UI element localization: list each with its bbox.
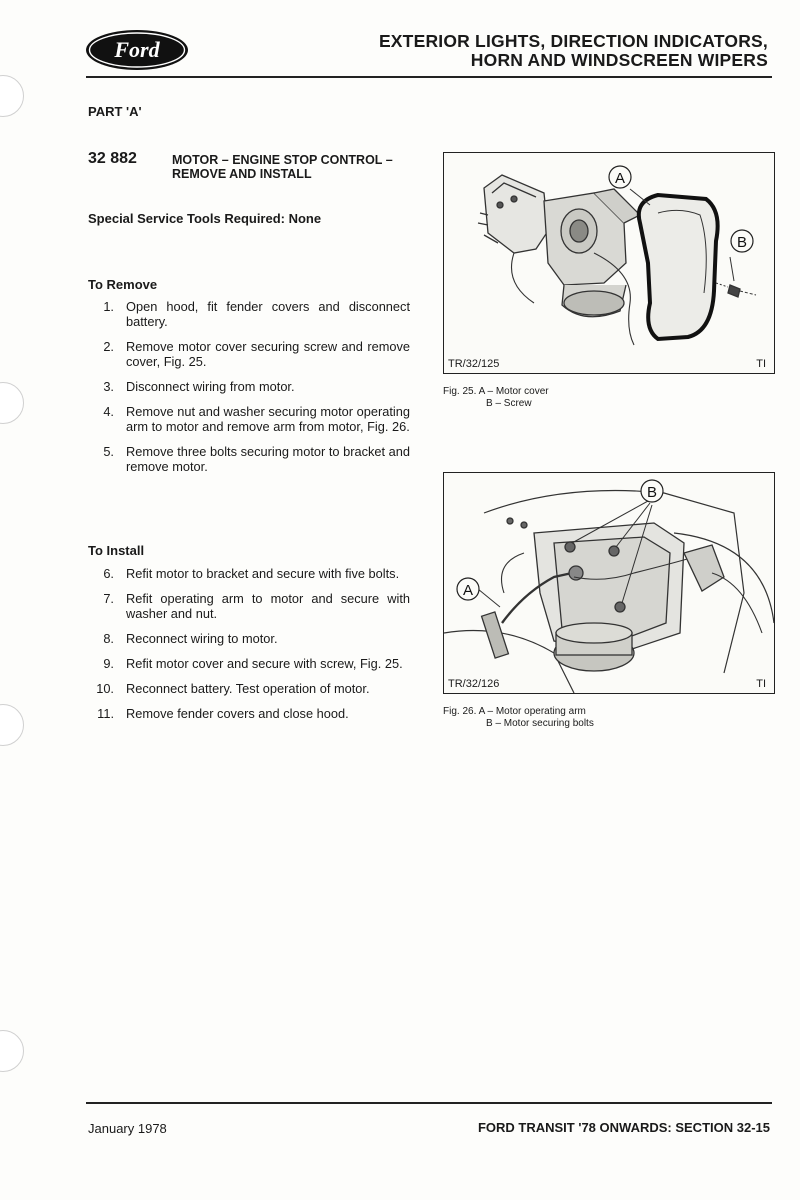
part-label: PART 'A' bbox=[88, 104, 142, 119]
list-item bbox=[88, 591, 410, 621]
step-text: Remove three bolts securing motor to bracket and remove motor. bbox=[126, 444, 410, 474]
step-text: Remove fender covers and close hood. bbox=[126, 706, 349, 721]
figure-26-callout-a: A bbox=[462, 582, 474, 599]
list-item bbox=[88, 299, 410, 329]
figure-25-illustration bbox=[444, 153, 774, 373]
page-header-title bbox=[379, 32, 768, 70]
footer-date: January 1978 bbox=[88, 1121, 167, 1136]
step-text: Refit motor cover and secure with screw, Fig. 25. bbox=[126, 656, 403, 671]
list-item bbox=[88, 631, 410, 646]
step-text: Reconnect battery. Test operation of motor. bbox=[126, 681, 370, 696]
figure-25-caption bbox=[443, 386, 549, 410]
step-text: Refit motor to bracket and secure with five bolts. bbox=[126, 566, 400, 581]
special-tools-note: Special Service Tools Required: None bbox=[88, 211, 322, 226]
figure-25-caption-b: B – Screw bbox=[486, 398, 532, 409]
punch-hole bbox=[0, 382, 24, 424]
list-item bbox=[88, 404, 410, 434]
ford-logo bbox=[84, 28, 190, 72]
list-item bbox=[88, 566, 410, 581]
figure-25-mark: TI bbox=[756, 358, 766, 370]
figure-26-reference: TR/32/126 bbox=[448, 678, 500, 690]
step-number: 8. bbox=[103, 631, 114, 646]
punch-hole bbox=[0, 75, 24, 117]
section-number: 32 882 bbox=[88, 150, 137, 167]
show-through-text bbox=[440, 97, 443, 109]
figure-26-caption-b: B – Motor securing bolts bbox=[486, 718, 594, 729]
list-item bbox=[88, 706, 410, 721]
figure-25-callout-b: B bbox=[736, 234, 748, 251]
step-number: 10. bbox=[96, 681, 114, 696]
figure-25-callout-a: A bbox=[614, 170, 626, 187]
remove-steps-list bbox=[88, 299, 410, 484]
list-item bbox=[88, 444, 410, 474]
step-number: 6. bbox=[103, 566, 114, 581]
list-item bbox=[88, 681, 410, 696]
step-number: 3. bbox=[103, 379, 114, 394]
figure-25 bbox=[443, 152, 775, 374]
step-text: Refit operating arm to motor and secure with washer and nut. bbox=[126, 591, 410, 621]
step-text: Reconnect wiring to motor. bbox=[126, 631, 278, 646]
figure-26-callout-b: B bbox=[646, 484, 658, 501]
figure-25-caption-a: Fig. 25. A – Motor cover bbox=[443, 386, 549, 397]
list-item bbox=[88, 379, 410, 394]
step-number: 5. bbox=[103, 444, 114, 459]
step-number: 2. bbox=[103, 339, 114, 354]
header-rule bbox=[86, 76, 772, 78]
figure-26-illustration bbox=[444, 473, 774, 693]
section-title: MOTOR – ENGINE STOP CONTROL – REMOVE AND INSTALL bbox=[172, 153, 393, 181]
install-heading: To Install bbox=[88, 543, 145, 558]
figure-25-reference: TR/32/125 bbox=[448, 358, 500, 370]
install-steps-list bbox=[88, 566, 410, 731]
remove-heading: To Remove bbox=[88, 277, 158, 292]
step-number: 11. bbox=[97, 706, 114, 721]
header-title-line-2: HORN AND WINDSCREEN WIPERS bbox=[470, 50, 768, 70]
punch-hole bbox=[0, 704, 24, 746]
figure-26-mark: TI bbox=[756, 678, 766, 690]
footer-rule bbox=[86, 1102, 772, 1104]
step-number: 7. bbox=[103, 591, 114, 606]
header-title-line-1: EXTERIOR LIGHTS, DIRECTION INDICATORS, bbox=[378, 31, 768, 51]
step-text: Remove nut and washer securing motor operating arm to motor and remove arm from motor, Fig. 26. bbox=[126, 404, 410, 434]
footer-section-ref: FORD TRANSIT '78 ONWARDS: SECTION 32-15 bbox=[477, 1120, 770, 1135]
step-text: Remove motor cover securing screw and remove cover, Fig. 25. bbox=[126, 339, 410, 369]
step-text: Disconnect wiring from motor. bbox=[126, 379, 295, 394]
step-number: 4. bbox=[103, 404, 114, 419]
step-number: 1. bbox=[103, 299, 114, 314]
list-item bbox=[88, 656, 410, 671]
punch-hole bbox=[0, 1030, 24, 1072]
figure-26 bbox=[443, 472, 775, 694]
figure-26-caption bbox=[443, 706, 594, 730]
step-text: Open hood, fit fender covers and disconnect battery. bbox=[126, 299, 410, 329]
figure-26-caption-a: Fig. 26. A – Motor operating arm bbox=[443, 706, 586, 717]
step-number: 9. bbox=[103, 656, 114, 671]
list-item bbox=[88, 339, 410, 369]
ford-logo-text: Ford bbox=[114, 37, 160, 62]
